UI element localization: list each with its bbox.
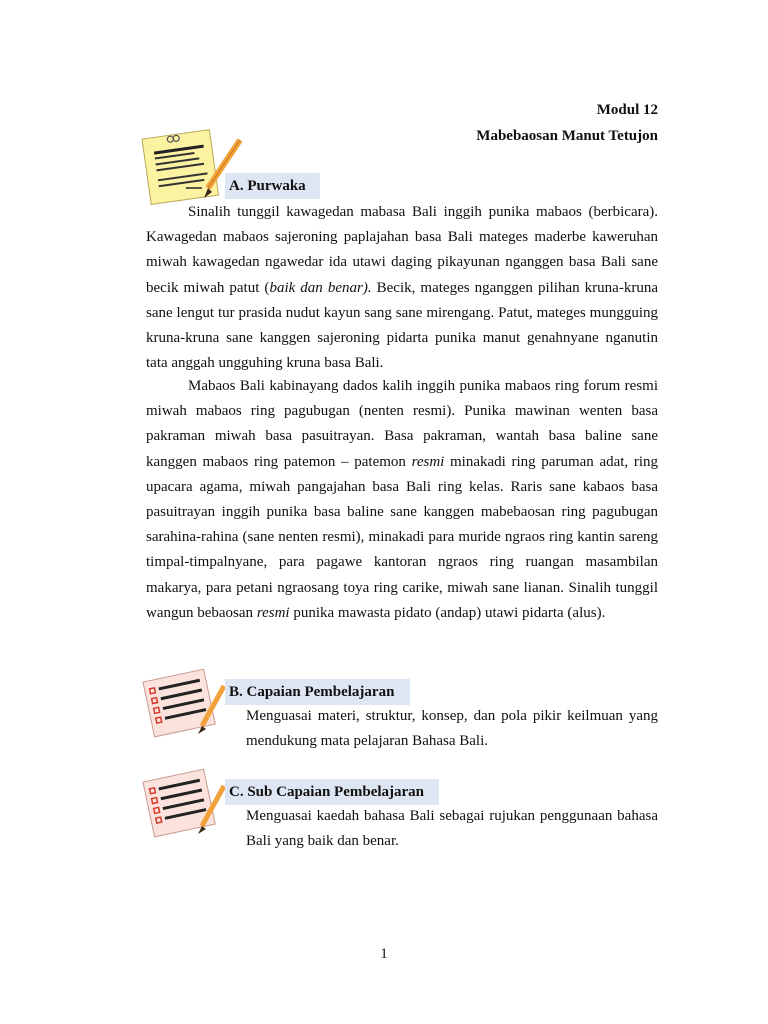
p2-italic-1: resmi — [411, 453, 445, 470]
p1-text-b: Becik, mateges nganggen pilihan kruna-kruna sane lengut tur prasida nudut kayun sang sane mirengang. Patut, mateges mungguing kruna-kruna sane kanggen sajeroning pidarta punika manut genahnyane nganutin tata anggah ungguhing kruna basa Bali. — [146, 279, 658, 372]
p1-text-a: Sinalih tunggil kawagedan mabasa Bali inggih punika mabaos (berbicara). Kawagedan mabaos sajeroning paplajahan basa Bali mateges maderbe kaweruhan miwah kawagedan ngawedar ida utawi daging pikayunan nganggen basa Bali sane becik miwah patut ( — [146, 204, 658, 296]
section-a-heading: A. Purwaka — [225, 173, 320, 199]
module-title: Mabebaosan Manut Tetujon — [476, 128, 658, 144]
section-c-heading: C. Sub Capaian Pembelajaran — [225, 779, 439, 805]
paragraph-purwaka-2 — [146, 374, 658, 626]
sub-capaian-text: Menguasai kaedah bahasa Bali sebagai rujukan penggunaan bahasa Bali yang baik dan benar. — [246, 808, 658, 849]
checklist-pencil-icon — [140, 662, 228, 742]
capaian-text: Menguasai materi, struktur, konsep, dan pola pikir keilmuan yang mendukung mata pelajaran Bahasa Bali. — [246, 708, 658, 749]
paragraph-purwaka-1 — [146, 200, 658, 376]
p1-italic: baik dan benar). — [269, 279, 372, 296]
p2-text-b: minakadi ring paruman adat, ring upacara agama, miwah pangajahan basa Bali ring kelas. Raris sane kabaos basa pasuitrayan inggih punika basa baline sane kanggen mabebaosan ring pagubugan sarahina-rahina (sane nenten resmi), minakadi para muride ngraos ring kantin sareng timpal-timpalnyane, para pagawe kantoran ngraos ring ruangan masambilan makarya, para petani ngraosang toya ring carike, miwah sane lianan. Sinalih tunggil wangun bebaosan — [146, 453, 658, 621]
page-number: 1 — [380, 946, 388, 962]
checklist-pencil-icon — [140, 762, 228, 842]
p2-text-c: punika mawasta pidato (andap) utawi pidarta (alus). — [289, 604, 606, 621]
module-number: Modul 12 — [596, 102, 658, 118]
section-b-heading: B. Capaian Pembelajaran — [225, 679, 410, 705]
p2-text-a: Mabaos Bali kabinayang dados kalih inggih punika mabaos ring forum resmi miwah mabaos ring pagubugan (nenten resmi). Punika mawinan wenten basa pakraman miwah basa pasuitrayan. Basa pakraman, wantah basa baline sane kanggen mabaos ring patemon – patemon — [146, 378, 658, 470]
p2-italic-2: resmi — [256, 604, 290, 621]
